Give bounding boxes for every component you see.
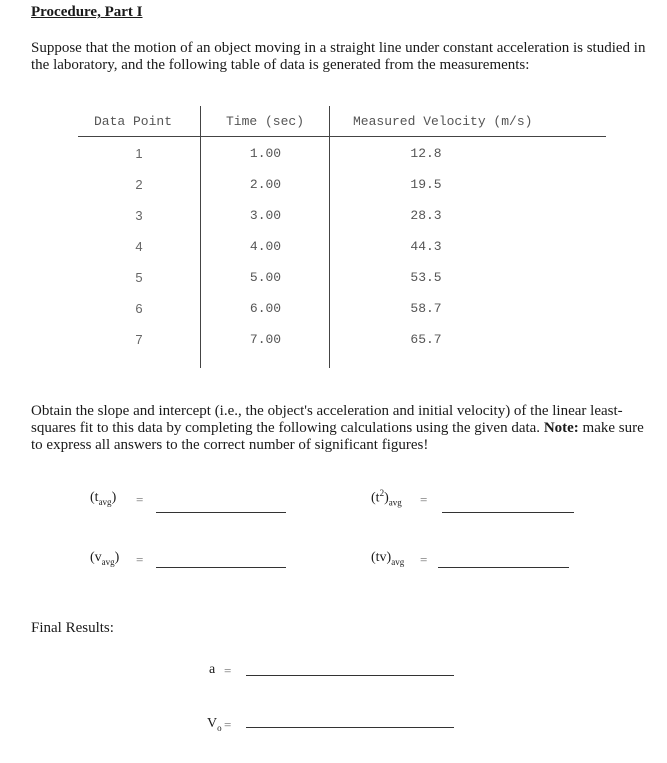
cell-velocity: 44.3 (410, 239, 442, 254)
cell-velocity: 53.5 (410, 270, 442, 285)
initial-velocity-answer-line[interactable] (246, 727, 454, 728)
cell-velocity: 19.5 (410, 177, 442, 192)
v-avg-label: $(v_{avg})$ (90, 550, 120, 567)
cell-data-point: 3 (135, 208, 143, 223)
column-divider-2 (329, 106, 330, 368)
cell-time: 5.00 (249, 270, 282, 285)
intro-paragraph: Suppose that the motion of an object moving in a straight line under constant acceleration is studied in the laboratory, and the following table of data is generated from the measurements: (31, 40, 646, 73)
cell-data-point: 4 (135, 239, 143, 254)
equals-sign: = (136, 492, 144, 507)
equals-sign: = (136, 552, 144, 567)
data-table (78, 106, 608, 368)
note-label: Note: (543, 420, 579, 436)
cell-data-point: 2 (135, 177, 143, 192)
cell-time: 4.00 (249, 239, 282, 254)
cell-velocity: 12.8 (410, 146, 442, 161)
acceleration-label: a (209, 662, 216, 677)
header-velocity: Measured Velocity (m/s) (353, 114, 533, 129)
cell-velocity: 28.3 (410, 208, 442, 223)
equals-sign: = (420, 492, 428, 507)
cell-data-point: 7 (135, 332, 143, 347)
instructions-text: Obtain the slope and intercept (i.e., the object's acceleration and initial velocity) of the linear least-squares fit to this data by completing the following calculations using the given data. (31, 403, 623, 436)
instructions-paragraph (31, 403, 646, 454)
tv-avg-label: $(tv)_{avg}$ (371, 550, 405, 567)
cell-data-point: 6 (135, 301, 143, 316)
cell-time: 2.00 (249, 177, 282, 192)
header-data-point: Data Point (94, 114, 173, 129)
equals-sign: = (224, 717, 232, 732)
cell-time: 7.00 (249, 332, 282, 347)
cell-velocity: 58.7 (410, 301, 442, 316)
final-results-label: Final Results: (31, 620, 114, 636)
t2-avg-label: $(t^2)_{avg}$ (371, 488, 402, 508)
initial-velocity-label: $V_o$ (207, 716, 222, 733)
equals-sign: = (224, 663, 232, 678)
equals-sign: = (420, 552, 428, 567)
instructions-note-text: make sure to express all answers to the correct number of significant figures! (31, 420, 644, 453)
cell-velocity: 65.7 (410, 332, 442, 347)
acceleration-answer-line[interactable] (246, 675, 454, 676)
v-avg-answer-line[interactable] (156, 567, 286, 568)
cell-data-point: 1 (135, 146, 143, 161)
cell-time: 6.00 (249, 301, 282, 316)
t-avg-label: $(t_{avg})$ (90, 490, 117, 507)
cell-time: 1.00 (249, 146, 282, 161)
tv-avg-answer-line[interactable] (438, 567, 569, 568)
header-time: Time (sec) (226, 114, 305, 129)
cell-time: 3.00 (249, 208, 282, 223)
cell-data-point: 5 (135, 270, 143, 285)
column-divider-1 (200, 106, 201, 368)
t2-avg-answer-line[interactable] (442, 512, 574, 513)
header-divider (78, 136, 606, 137)
t-avg-answer-line[interactable] (156, 512, 286, 513)
section-heading: Procedure, Part I (31, 4, 143, 20)
